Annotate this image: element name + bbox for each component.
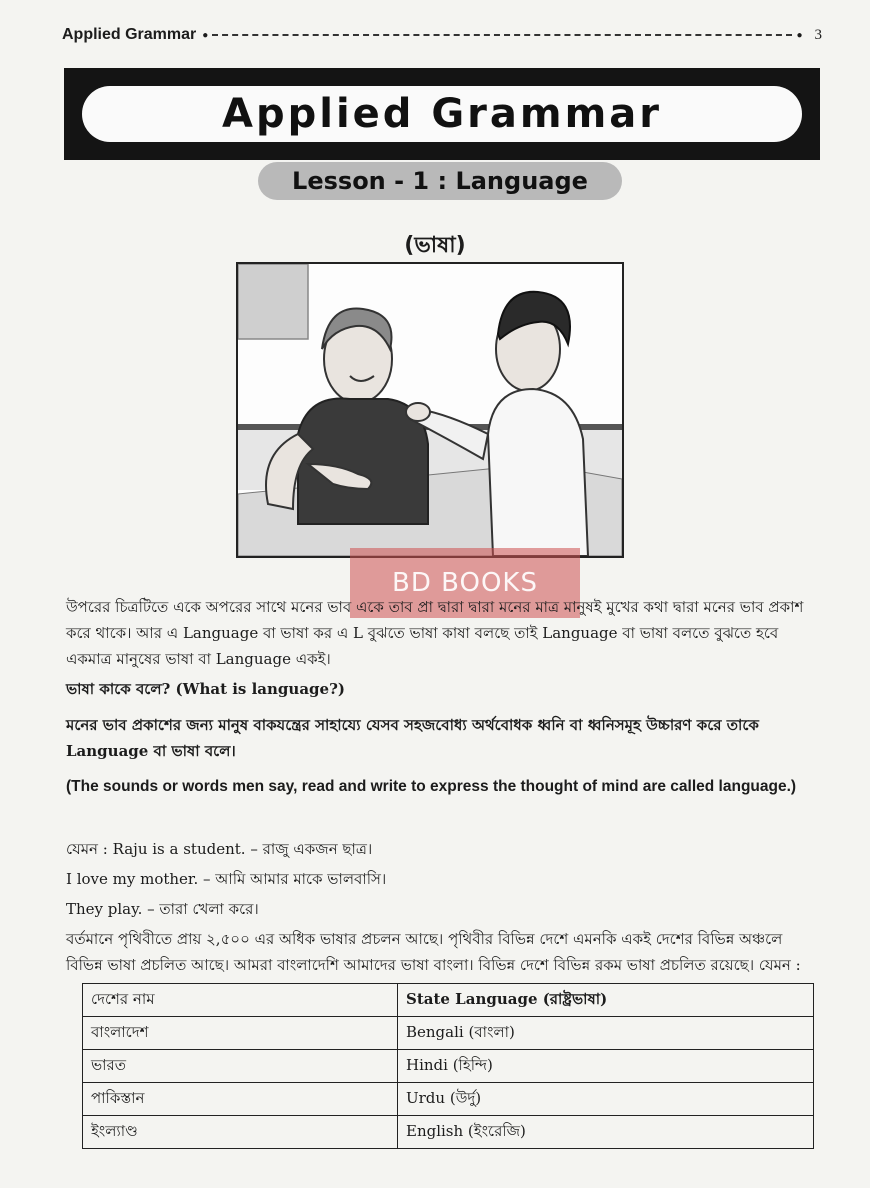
page-number: 3 [814, 26, 822, 43]
bullet-icon: ● [202, 29, 209, 41]
country-cell: বাংলাদেশ [83, 1017, 398, 1050]
language-cell: Hindi (হিন্দি) [398, 1050, 814, 1083]
two-men-talking-image [238, 264, 622, 556]
english-definition: (The sounds or words men say, read and write to express the thought of mind are called language.) [66, 778, 797, 795]
language-cell: Urdu (উর্দু) [398, 1083, 814, 1116]
banner-inner [82, 86, 802, 142]
column-header: দেশের নাম [83, 984, 398, 1017]
watermark-logo: BD BOOKS [350, 548, 580, 618]
definition-paragraph: মনের ভাব প্রকাশের জন্য মানুষ বাকযন্ত্রের সাহায্যে যেসব সহজবোধ্য অর্থবোধক ধ্বনি বা ধ্বনিসমূহ উচ্চারণ করে তাকে Language বা ভাষা বলে। [66, 716, 759, 760]
example-line: I love my mother. – আমি আমার মাকে ভালবাসি। [66, 870, 387, 888]
illustration-caption: (ভাষা) [404, 233, 466, 258]
table-row [83, 1116, 814, 1149]
intro-paragraph: উপরের চিত্রটিতে একে অপরের সাথে মনের ভাব একে তাব প্রা দ্বারা দ্বারা মনের মাত্র মানুষই মুখের কথা দ্বারা মনের ভাব প্রকাশ করে থাকে। আর এ Language বা ভাষা কর এ L বুঝতে ভাষা কাষা বলছে তাই Language বা ভাষা বলতে বুঝতে হবে একমাত্র মানুষের ভাষা বা Language একই। [66, 598, 804, 668]
country-cell: পাকিস্তান [83, 1083, 398, 1116]
running-title: Applied Grammar [62, 26, 197, 43]
table-row [83, 1083, 814, 1116]
chapter-banner [64, 68, 820, 160]
table-row [83, 1050, 814, 1083]
country-cell: ইংল্যাণ্ড [83, 1116, 398, 1149]
example-line: They play. – তারা খেলা করে। [66, 900, 259, 918]
state-language-table [82, 983, 814, 1149]
country-cell: ভারত [83, 1050, 398, 1083]
example-line: যেমন : Raju is a student. – রাজু একজন ছাত্র। [66, 840, 373, 858]
table-header-row [83, 984, 814, 1017]
lesson-title: Lesson - 1 : Language [258, 162, 622, 200]
page-header [62, 22, 822, 48]
bullet-icon: ● [796, 29, 803, 41]
closing-paragraph: বর্তমানে পৃথিবীতে প্রায় ২,৫০০ এর অধিক ভাষার প্রচলন আছে। পৃথিবীর বিভিন্ন দেশে এমনকি একই দেশের বিভিন্ন অঞ্চলে বিভিন্ন ভাষা প্রচলিত আছে। আমরা বাংলাদেশি আমাদের ভাষা বাংলা। বিভিন্ন দেশে বিভিন্ন রকম ভাষা প্রচলিত রয়েছে। যেমন : [66, 930, 801, 974]
language-cell: English (ইংরেজি) [398, 1116, 814, 1149]
question-heading: ভাষা কাকে বলে? (What is language?) [66, 680, 345, 698]
conversation-illustration [236, 262, 624, 558]
header-rule [212, 34, 792, 36]
language-cell: Bengali (বাংলা) [398, 1017, 814, 1050]
column-header: State Language (রাষ্ট্রভাষা) [398, 984, 814, 1017]
chapter-title: Applied Grammar [222, 91, 662, 137]
table-row [83, 1017, 814, 1050]
